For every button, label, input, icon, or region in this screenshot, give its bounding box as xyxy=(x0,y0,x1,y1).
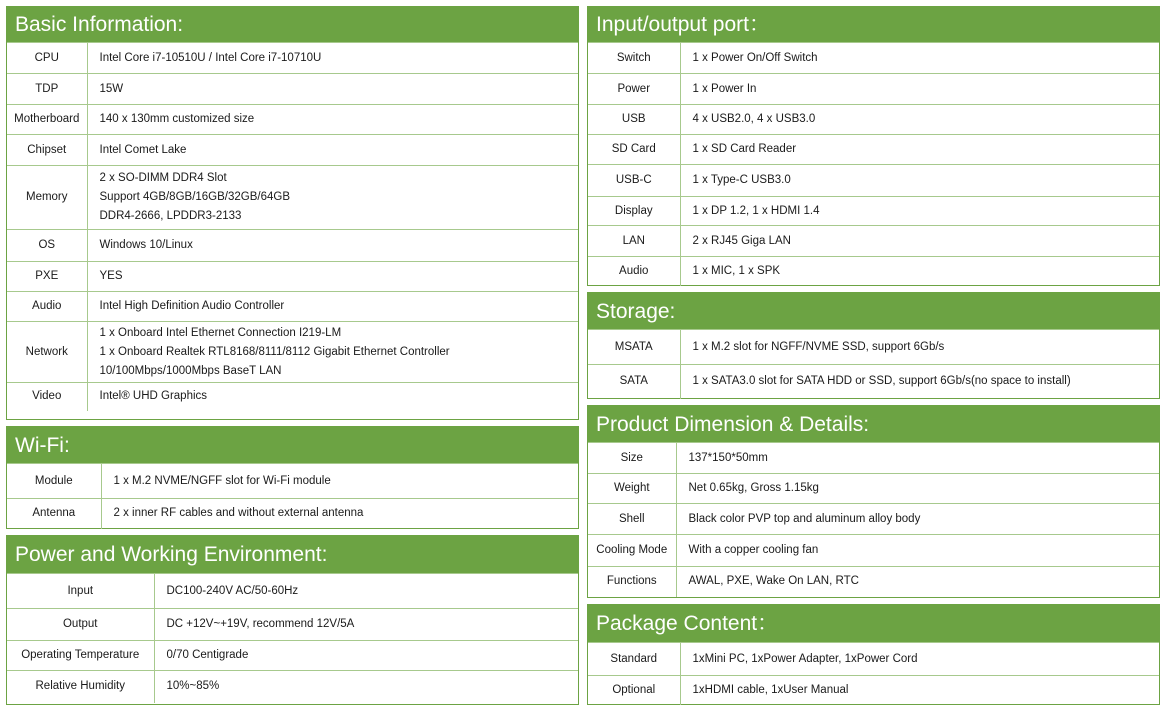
spec-value-line: 4 x USB2.0, 4 x USB3.0 xyxy=(692,113,816,125)
spec-row xyxy=(588,504,1159,535)
spec-label: OS xyxy=(7,230,87,262)
spec-value-line: Windows 10/Linux xyxy=(99,239,193,251)
spec-row xyxy=(588,443,1159,474)
spec-value-line: 2 x inner RF cables and without external antenna xyxy=(113,507,364,520)
spec-row xyxy=(588,135,1159,165)
spec-value xyxy=(676,504,1159,535)
spec-label: MSATA xyxy=(588,330,680,365)
spec-value-line: 1 x Power On/Off Switch xyxy=(692,51,818,64)
product-dimension-title: Product Dimension & Details: xyxy=(588,406,1159,442)
spec-value xyxy=(680,365,1159,399)
spec-row xyxy=(7,609,578,641)
spec-row xyxy=(588,105,1159,135)
spec-label: Memory xyxy=(7,166,87,230)
package-content-panel xyxy=(587,604,1160,705)
spec-label: Weight xyxy=(588,474,676,504)
spec-value xyxy=(676,535,1159,567)
spec-row xyxy=(7,262,578,292)
spec-row xyxy=(7,135,578,166)
spec-label: Audio xyxy=(7,292,87,322)
spec-row xyxy=(7,464,578,499)
spec-label: Video xyxy=(7,383,87,411)
spec-value xyxy=(680,257,1159,286)
spec-value xyxy=(87,43,578,74)
basic-information-title: Basic Information: xyxy=(7,7,578,42)
spec-value xyxy=(87,383,578,411)
spec-value xyxy=(680,676,1159,705)
power-environment-panel xyxy=(6,535,579,705)
wifi-title: Wi-Fi: xyxy=(7,427,578,463)
spec-value xyxy=(680,74,1159,105)
spec-value xyxy=(680,226,1159,257)
spec-row xyxy=(588,165,1159,197)
product-dimension-table xyxy=(588,442,1159,597)
spec-label: USB xyxy=(588,105,680,135)
spec-label: Input xyxy=(7,574,154,609)
spec-row xyxy=(588,365,1159,399)
io-port-panel xyxy=(587,6,1160,286)
power-environment-title: Power and Working Environment: xyxy=(7,536,578,573)
spec-row xyxy=(7,43,578,74)
spec-value-line: DC100-240V AC/50-60Hz xyxy=(166,584,299,597)
spec-value xyxy=(680,165,1159,197)
spec-value-line: 1 x SATA3.0 slot for SATA HDD or SSD, support 6Gb/s(no space to install) xyxy=(692,375,1071,388)
spec-label: Audio xyxy=(588,257,680,286)
spec-label: Power xyxy=(588,74,680,105)
spec-row xyxy=(7,671,578,703)
spec-value-line: Intel Core i7-10510U / Intel Core i7-10710U xyxy=(99,51,322,64)
spec-value-line: 1 x Onboard Intel Ethernet Connection I219-LM xyxy=(99,326,342,339)
spec-value-line: 1 x SD Card Reader xyxy=(692,143,797,155)
spec-value-line: 1 x Power In xyxy=(692,82,757,95)
spec-value-line: AWAL, PXE, Wake On LAN, RTC xyxy=(688,575,859,588)
spec-label: Chipset xyxy=(7,135,87,166)
storage-title: Storage: xyxy=(588,293,1159,329)
spec-value xyxy=(87,262,578,292)
spec-label: PXE xyxy=(7,262,87,292)
spec-value-line: 2 x RJ45 Giga LAN xyxy=(692,234,791,247)
spec-value-line: Intel Comet Lake xyxy=(99,143,187,156)
spec-row xyxy=(588,257,1159,286)
spec-value xyxy=(87,74,578,105)
spec-value-line: Intel® UHD Graphics xyxy=(99,390,208,403)
spec-row xyxy=(7,292,578,322)
spec-value-line: 137*150*50mm xyxy=(688,451,768,464)
spec-value-line: 0/70 Centigrade xyxy=(166,649,249,661)
spec-value-line: 1xHDMI cable, 1xUser Manual xyxy=(692,683,849,696)
spec-label: Standard xyxy=(588,643,680,676)
spec-label: Relative Humidity xyxy=(7,671,154,703)
spec-row xyxy=(7,574,578,609)
spec-row xyxy=(588,643,1159,676)
spec-label: SATA xyxy=(588,365,680,399)
spec-row xyxy=(588,330,1159,365)
spec-row xyxy=(588,676,1159,705)
spec-label: Cooling Mode xyxy=(588,535,676,567)
spec-value-line: DC +12V~+19V, recommend 12V/5A xyxy=(166,618,355,630)
spec-value-line: 1 x MIC, 1 x SPK xyxy=(692,264,781,277)
spec-row xyxy=(7,74,578,105)
spec-label: Module xyxy=(7,464,101,499)
spec-row xyxy=(7,322,578,383)
spec-label: CPU xyxy=(7,43,87,74)
spec-value-line: Support 4GB/8GB/16GB/32GB/64GB xyxy=(99,191,290,203)
spec-label: Shell xyxy=(588,504,676,535)
package-content-title: Package Content： xyxy=(588,605,1159,642)
spec-value-line: 1 x M.2 slot for NGFF/NVME SSD, support 6Gb/s xyxy=(692,340,945,353)
spec-label: Output xyxy=(7,609,154,641)
spec-label: Switch xyxy=(588,43,680,74)
spec-row xyxy=(588,567,1159,597)
spec-value xyxy=(154,574,578,609)
spec-value-line: 1xMini PC, 1xPower Adapter, 1xPower Cord xyxy=(692,652,918,665)
spec-row xyxy=(588,226,1159,257)
spec-row xyxy=(588,197,1159,226)
spec-value-line: Net 0.65kg, Gross 1.15kg xyxy=(688,482,819,494)
spec-value xyxy=(154,671,578,703)
spec-value xyxy=(680,330,1159,365)
spec-value-line: 1 x M.2 NVME/NGFF slot for Wi-Fi module xyxy=(113,474,331,487)
spec-row xyxy=(588,474,1159,504)
io-port-table xyxy=(588,42,1159,286)
spec-value-line: 10%~85% xyxy=(166,680,220,693)
spec-value xyxy=(676,567,1159,597)
spec-row xyxy=(7,641,578,671)
spec-row xyxy=(588,535,1159,567)
spec-value-line: 140 x 130mm customized size xyxy=(99,113,255,125)
spec-value xyxy=(676,443,1159,474)
spec-value-line: 1 x Type-C USB3.0 xyxy=(692,174,791,186)
spec-value-line: 2 x SO-DIMM DDR4 Slot xyxy=(99,172,227,184)
spec-value-line: DDR4-2666, LPDDR3-2133 xyxy=(99,210,242,222)
spec-value-line: Intel High Definition Audio Controller xyxy=(99,300,285,312)
spec-value xyxy=(680,105,1159,135)
spec-value-line: 15W xyxy=(99,82,124,95)
spec-row xyxy=(588,74,1159,105)
spec-label: TDP xyxy=(7,74,87,105)
spec-label: Size xyxy=(588,443,676,474)
spec-label: Motherboard xyxy=(7,105,87,135)
spec-label: Display xyxy=(588,197,680,226)
power-environment-table xyxy=(7,573,578,703)
wifi-panel xyxy=(6,426,579,529)
spec-label: Network xyxy=(7,322,87,383)
spec-row xyxy=(7,166,578,230)
wifi-table xyxy=(7,463,578,529)
spec-label: Functions xyxy=(588,567,676,597)
io-port-title: Input/output port： xyxy=(588,7,1159,42)
spec-value xyxy=(680,43,1159,74)
basic-information-panel xyxy=(6,6,579,420)
spec-row xyxy=(7,105,578,135)
storage-panel xyxy=(587,292,1160,399)
storage-table xyxy=(588,329,1159,399)
spec-value xyxy=(87,230,578,262)
spec-value xyxy=(87,166,578,230)
spec-value xyxy=(87,105,578,135)
spec-value xyxy=(676,474,1159,504)
spec-value xyxy=(87,292,578,322)
spec-row xyxy=(7,383,578,411)
spec-label: Antenna xyxy=(7,499,101,529)
spec-row xyxy=(7,230,578,262)
spec-label: SD Card xyxy=(588,135,680,165)
product-dimension-panel xyxy=(587,405,1160,598)
spec-row xyxy=(7,499,578,529)
spec-value-line: YES xyxy=(99,270,123,282)
spec-value-line: 10/100Mbps/1000Mbps BaseT LAN xyxy=(99,364,282,377)
package-content-table xyxy=(588,642,1159,705)
spec-value xyxy=(87,322,578,383)
spec-value xyxy=(101,499,578,529)
spec-value-line: Black color PVP top and aluminum alloy body xyxy=(688,512,921,525)
spec-value-line: With a copper cooling fan xyxy=(688,544,819,556)
spec-row xyxy=(588,43,1159,74)
spec-value xyxy=(680,197,1159,226)
spec-label: Optional xyxy=(588,676,680,705)
spec-value-line: 1 x DP 1.2, 1 x HDMI 1.4 xyxy=(692,204,820,217)
spec-value xyxy=(680,135,1159,165)
spec-label: Operating Temperature xyxy=(7,641,154,671)
spec-value-line: 1 x Onboard Realtek RTL8168/8111/8112 Gigabit Ethernet Controller xyxy=(99,345,450,358)
spec-value xyxy=(87,135,578,166)
spec-label: USB-C xyxy=(588,165,680,197)
spec-value xyxy=(154,641,578,671)
basic-information-table xyxy=(7,42,578,411)
spec-value xyxy=(680,643,1159,676)
spec-value xyxy=(154,609,578,641)
spec-label: LAN xyxy=(588,226,680,257)
spec-value xyxy=(101,464,578,499)
